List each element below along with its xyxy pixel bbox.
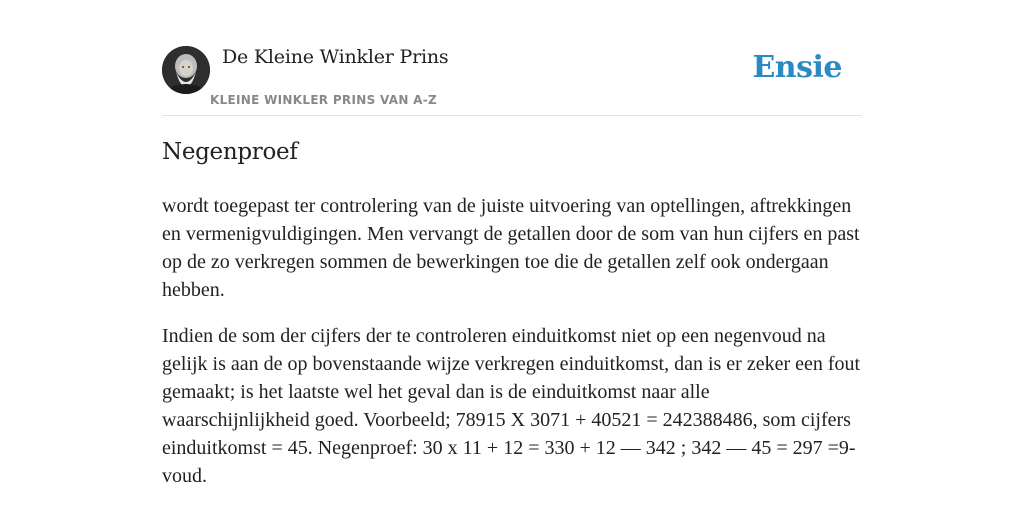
source-avatar-icon[interactable] (162, 46, 210, 94)
article-paragraph: Indien de som der cijfers der te controleren einduitkomst niet op een negenvoud na gelijk is aan de op bovenstaande wijze verkregen einduitkomst, dan is er zeker een fout gemaakt; is het laatste wel het geval dan is de einduitkomst naar alle waarschijnlijkheid goed. Voorbeeld; 78915 X 3071 + 40521 = 242388486, som cijfers einduitkomst = 45. Negenproef: 30 x 11 + 12 = 330 + 12 — 342 ; 342 — 45 = 297 =9-voud. (162, 325, 861, 487)
page-title: Negenproef (162, 139, 298, 165)
article-paragraph: wordt toegepast ter controlering van de juiste uitvoering van optellingen, aftrekkingen en vermenigvuldigingen. Men vervangt de getallen door de som van hun cijfers en past op de zo verkregen sommen de bewerkingen toe die de getallen zelf ook ondergaan hebben. (162, 195, 860, 301)
article-body (162, 192, 862, 508)
source-title[interactable]: De Kleine Winkler Prins (222, 46, 449, 68)
portrait-icon (162, 46, 210, 94)
source-subtitle[interactable]: KLEINE WINKLER PRINS VAN A-Z (210, 93, 438, 107)
page-container (162, 0, 862, 487)
ensie-logo-link[interactable]: Ensie (752, 50, 842, 85)
header (162, 0, 862, 116)
